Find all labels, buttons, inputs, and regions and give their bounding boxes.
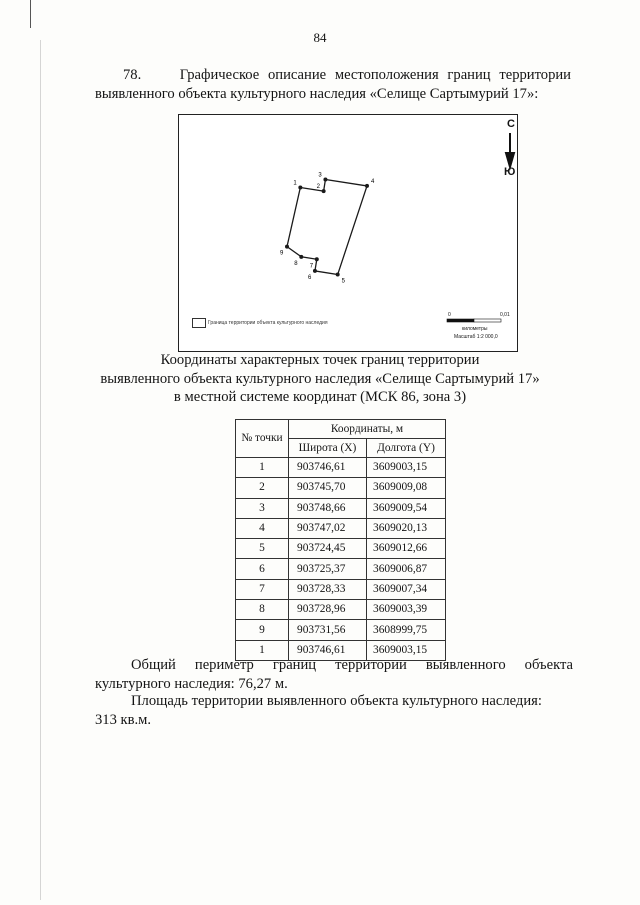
latitude-cell: 903746,61	[289, 640, 367, 660]
compass-north-label: С	[507, 118, 515, 130]
scale-bar-icon	[447, 319, 501, 322]
coordinates-table-body	[236, 458, 446, 661]
longitude-cell: 3609020,13	[367, 518, 446, 538]
boundary-map-canvas	[179, 115, 517, 351]
boundary-point-marker	[315, 257, 319, 261]
boundary-point-label: 9	[280, 250, 284, 257]
area-line-2: 313 кв.м.	[95, 711, 152, 728]
scan-edge-line	[40, 40, 41, 900]
longitude-cell: 3608999,75	[367, 620, 446, 640]
section-number: 78.	[123, 67, 142, 83]
boundary-point-label: 5	[341, 278, 346, 285]
table-row	[236, 518, 446, 538]
longitude-cell: 3609006,87	[367, 559, 446, 579]
table-row	[236, 600, 446, 620]
section-heading	[95, 66, 571, 104]
col-header-point: № точки	[236, 420, 289, 458]
boundary-map	[178, 114, 518, 352]
latitude-cell: 903728,96	[289, 600, 367, 620]
boundary-point-label: 4	[371, 178, 375, 185]
longitude-cell: 3609009,08	[367, 478, 446, 498]
point-number-cell: 7	[236, 579, 289, 599]
boundary-point-label: 1	[293, 180, 297, 187]
longitude-cell: 3609009,54	[367, 498, 446, 518]
latitude-cell: 903745,70	[289, 478, 367, 498]
table-caption-line-3: в местной системе координат (МСК 86, зона 3)	[173, 389, 467, 405]
table-row	[236, 559, 446, 579]
latitude-cell: 903725,37	[289, 559, 367, 579]
point-number-cell: 8	[236, 600, 289, 620]
perimeter-line-1: Общий периметр границ территории выявленного объекта	[131, 657, 573, 673]
table-caption	[0, 351, 640, 407]
point-number-cell: 5	[236, 539, 289, 559]
table-row	[236, 620, 446, 640]
compass-south-label: Ю	[504, 166, 516, 178]
table-row	[236, 579, 446, 599]
longitude-cell: 3609003,15	[367, 458, 446, 478]
point-number-cell: 1	[236, 640, 289, 660]
longitude-cell: 3609003,39	[367, 600, 446, 620]
point-number-cell: 3	[236, 498, 289, 518]
latitude-cell: 903747,02	[289, 518, 367, 538]
scale-bar-end: 0,01	[500, 312, 510, 318]
legend-swatch	[192, 318, 206, 328]
boundary-point-label: 8	[294, 260, 298, 267]
point-number-cell: 4	[236, 518, 289, 538]
boundary-point-label: 2	[316, 184, 320, 191]
latitude-cell: 903731,56	[289, 620, 367, 640]
boundary-point-marker	[322, 189, 326, 193]
col-header-coords: Координаты, м	[289, 420, 446, 439]
point-number-cell: 9	[236, 620, 289, 640]
latitude-cell: 903728,33	[289, 579, 367, 599]
longitude-cell: 3609007,34	[367, 579, 446, 599]
longitude-cell: 3609003,15	[367, 640, 446, 660]
table-caption-line-2: выявленного объекта культурного наследия «Селище Сартымурий 17»	[100, 370, 540, 387]
boundary-point-marker	[298, 186, 302, 190]
table-caption-line-1: Координаты характерных точек границ территории	[160, 352, 480, 368]
boundary-point-marker	[323, 177, 327, 181]
latitude-cell: 903748,66	[289, 498, 367, 518]
area-line-1: Площадь территории выявленного объекта культурного наследия:	[131, 693, 542, 709]
scale-bar-start: 0	[448, 312, 451, 318]
table-row	[236, 539, 446, 559]
latitude-cell: 903746,61	[289, 458, 367, 478]
table-row	[236, 458, 446, 478]
point-number-cell: 6	[236, 559, 289, 579]
perimeter-line-2: культурного наследия: 76,27 м.	[95, 675, 288, 692]
table-row	[236, 498, 446, 518]
north-arrow-icon	[506, 133, 514, 167]
scale-ratio: Масштаб 1:2 000,0	[454, 334, 498, 340]
point-number-cell: 1	[236, 458, 289, 478]
boundary-point-label: 6	[307, 274, 312, 281]
table-row	[236, 478, 446, 498]
perimeter-paragraph	[95, 656, 573, 693]
scale-bar-units: километры	[462, 326, 488, 332]
latitude-cell: 903724,45	[289, 539, 367, 559]
area-paragraph	[95, 692, 573, 729]
col-header-lon: Долгота (Y)	[367, 439, 446, 458]
boundary-point-marker	[285, 245, 289, 249]
col-header-lat: Широта (X)	[289, 439, 367, 458]
boundary-point-label: 3	[318, 172, 322, 179]
boundary-point-label: 7	[309, 263, 314, 270]
boundary-point-marker	[365, 184, 369, 188]
boundary-point-marker	[299, 255, 303, 259]
scan-edge-mark	[30, 0, 31, 28]
legend-label: Граница территории объекта культурного наследия	[208, 320, 328, 326]
section-title: Графическое описание местоположения границ территории выявленного объекта культурного наследия «Селище Сартымурий 17»:	[95, 67, 571, 102]
boundary-point-marker	[313, 269, 317, 273]
boundary-polygon	[287, 179, 367, 274]
boundary-point-marker	[336, 273, 340, 277]
page-number: 84	[313, 30, 327, 45]
point-number-cell: 2	[236, 478, 289, 498]
longitude-cell: 3609012,66	[367, 539, 446, 559]
coordinates-table	[235, 419, 446, 661]
